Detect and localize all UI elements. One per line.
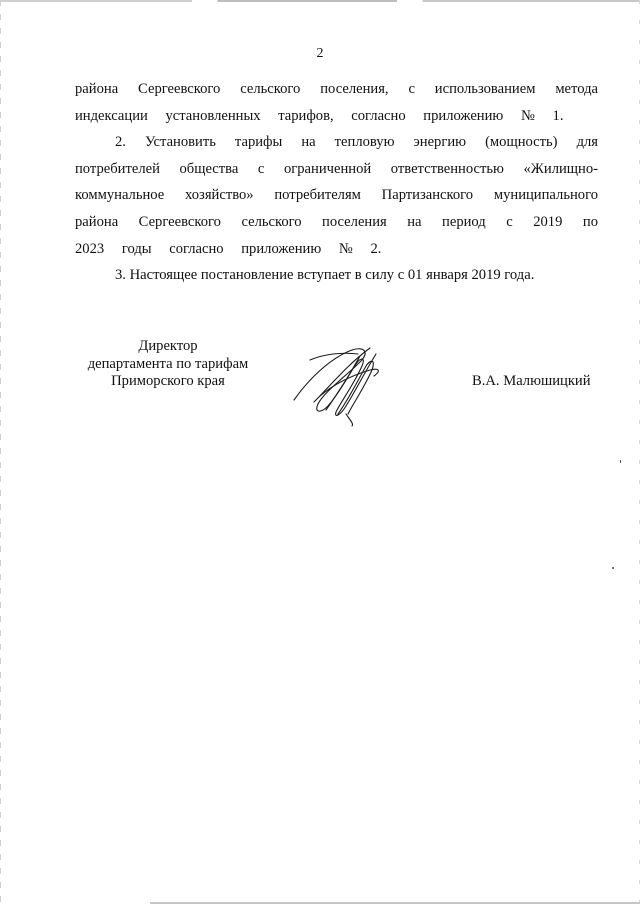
position-line: Приморского края (111, 373, 225, 389)
document-body (75, 76, 598, 289)
text-line: района Сергеевского сельского поселения, с использованием метода (75, 81, 598, 97)
text-line: коммунальное хозяйство» потребителям Партизанского муниципального (75, 187, 598, 204)
signatory-name: В.А. Малюшицкий (472, 373, 591, 389)
paragraph-continuation (75, 76, 598, 129)
text-line: 3. Настоящее постановление вступает в силу с 01 января 2019 года. (115, 267, 535, 284)
position-line: департамента по тарифам (87, 355, 249, 372)
scan-speck (620, 460, 621, 463)
position-line: Директор (138, 338, 198, 354)
text-line: района Сергеевского сельского поселения на период с 2019 по 2023 годы (75, 213, 598, 257)
scan-edge-bottom (150, 902, 640, 904)
paragraph-item-2 (75, 129, 598, 262)
text-line: индексации установленных тарифов, согласно приложению № 1. (75, 107, 564, 124)
paragraph-item-3 (75, 262, 598, 289)
text-line: 2. Установить тарифы на тепловую энергию (мощность) для (115, 134, 598, 151)
text-line: потребителей общества с ограниченной ответственностью «Жилищно- (75, 160, 598, 177)
scan-speck (612, 567, 614, 569)
page-number: 2 (316, 46, 324, 61)
handwritten-signature (290, 340, 390, 428)
text-line: согласно приложению № 2. (169, 240, 382, 257)
signatory-position (78, 338, 258, 391)
scan-edge-top (0, 0, 640, 2)
scan-edge-left (0, 0, 1, 905)
